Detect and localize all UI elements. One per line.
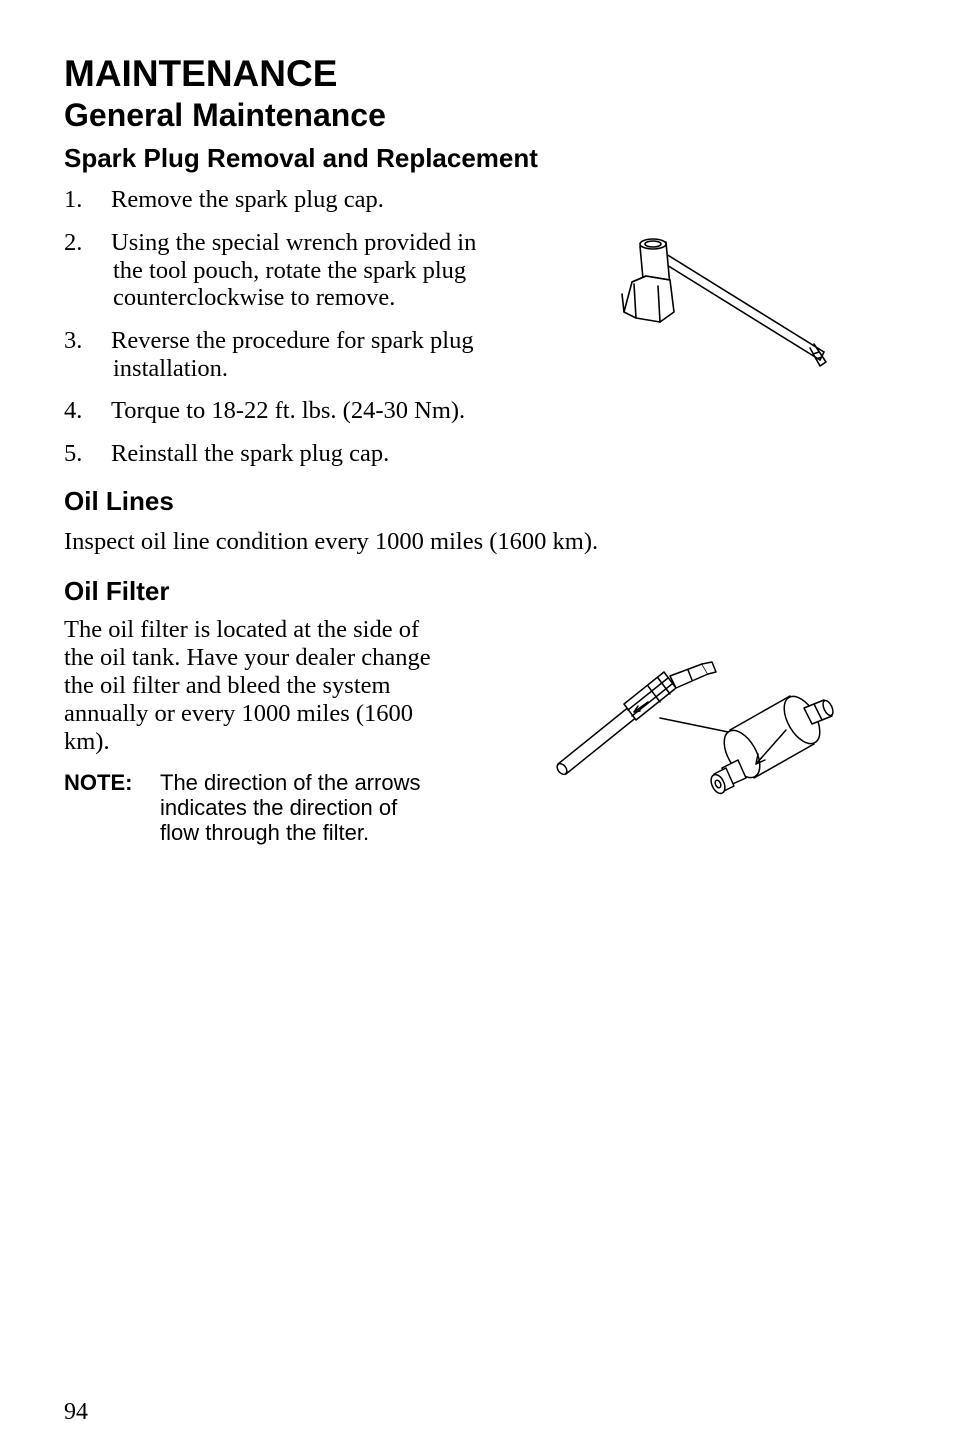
oil-filter-icon [552, 660, 837, 815]
step-line: counterclockwise to remove. [113, 284, 396, 311]
step-number: 3. [64, 327, 83, 354]
text-line: The oil filter is located at the side of [64, 616, 420, 643]
text-line: the oil filter and bleed the system [64, 672, 391, 699]
note-line: indicates the direction of [160, 795, 398, 820]
step-text: Remove the spark plug cap. [111, 186, 384, 213]
step-line: Reverse the procedure for spark plug [111, 327, 474, 354]
step-line: installation. [113, 354, 228, 382]
page-title: MAINTENANCE [64, 53, 338, 94]
step-text [64, 229, 534, 312]
step-number: 5. [64, 440, 83, 467]
step-text: Reinstall the spark plug cap. [111, 440, 390, 467]
step-3 [64, 327, 534, 382]
spark-plug-wrench-icon [610, 232, 840, 377]
spark-plug-heading: Spark Plug Removal and Replacement [64, 143, 538, 173]
step-number: 4. [64, 397, 83, 424]
step-text [64, 327, 534, 382]
step-number: 2. [64, 229, 83, 256]
text-line: annually or every 1000 miles (1600 [64, 700, 414, 727]
step-line: Using the special wrench provided in [111, 229, 477, 256]
step-line: the tool pouch, rotate the spark plug [113, 256, 467, 284]
oil-filter-text [64, 616, 431, 756]
note [64, 770, 484, 845]
step-5 [64, 440, 534, 468]
note-line: The direction of the arrows [160, 770, 421, 795]
oil-filter-heading: Oil Filter [64, 576, 170, 606]
step-4 [64, 397, 534, 425]
page-number: 94 [64, 1399, 88, 1425]
text-line: km). [64, 728, 110, 755]
section-title: General Maintenance [64, 97, 386, 133]
step-2 [64, 229, 534, 312]
oil-lines-heading: Oil Lines [64, 486, 174, 516]
text-line: the oil tank. Have your dealer change [64, 644, 431, 671]
oil-lines-text: Inspect oil line condition every 1000 miles (1600 km). [64, 528, 599, 555]
step-1 [64, 186, 534, 214]
note-label: NOTE: [64, 770, 133, 795]
note-line: flow through the filter. [160, 820, 370, 845]
step-number: 1. [64, 186, 83, 213]
step-text: Torque to 18-22 ft. lbs. (24-30 Nm). [111, 397, 466, 424]
